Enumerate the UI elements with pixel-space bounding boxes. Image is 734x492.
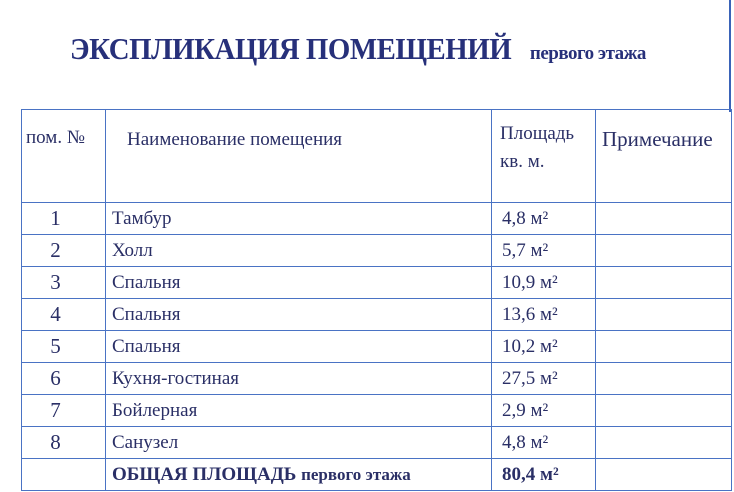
room-name: Холл — [106, 235, 492, 267]
room-area: 5,7 м² — [492, 235, 596, 267]
room-note — [596, 395, 732, 427]
room-note — [596, 427, 732, 459]
room-number: 7 — [22, 395, 106, 427]
room-note — [596, 235, 732, 267]
total-label-sub: первого этажа — [301, 465, 411, 484]
header-room-name: Наименование помещения — [106, 110, 492, 203]
title-subtitle: первого этажа — [529, 43, 646, 64]
room-area: 4,8 м² — [492, 203, 596, 235]
table-header-row — [22, 110, 732, 203]
table-row — [22, 363, 732, 395]
room-area: 10,9 м² — [492, 267, 596, 299]
room-number: 6 — [22, 363, 106, 395]
room-note — [596, 331, 732, 363]
room-number: 1 — [22, 203, 106, 235]
total-label-main: ОБЩАЯ ПЛОЩАДЬ — [112, 464, 297, 485]
room-area: 2,9 м² — [492, 395, 596, 427]
total-label — [106, 459, 492, 491]
rooms-table — [21, 109, 732, 491]
room-area: 4,8 м² — [492, 427, 596, 459]
table-row — [22, 203, 732, 235]
header-area-line2: кв. м. — [500, 150, 545, 172]
room-number: 2 — [22, 235, 106, 267]
room-name: Спальня — [106, 267, 492, 299]
page-title — [70, 31, 646, 67]
room-name: Санузел — [106, 427, 492, 459]
room-name: Бойлерная — [106, 395, 492, 427]
table-row — [22, 427, 732, 459]
room-note — [596, 299, 732, 331]
table-row — [22, 331, 732, 363]
total-area: 80,4 м² — [492, 459, 596, 491]
table-row — [22, 267, 732, 299]
room-note — [596, 267, 732, 299]
table-row — [22, 395, 732, 427]
room-name: Тамбур — [106, 203, 492, 235]
room-note — [596, 363, 732, 395]
room-number: 8 — [22, 427, 106, 459]
room-name: Кухня-гостиная — [106, 363, 492, 395]
page-edge-rule — [729, 0, 731, 112]
header-room-number: пом. № — [22, 110, 106, 203]
room-area: 27,5 м² — [492, 363, 596, 395]
table-row — [22, 235, 732, 267]
room-number: 3 — [22, 267, 106, 299]
title-main: ЭКСПЛИКАЦИЯ ПОМЕЩЕНИЙ — [70, 31, 512, 66]
header-area — [492, 110, 596, 203]
header-note: Примечание — [596, 110, 732, 203]
room-number: 5 — [22, 331, 106, 363]
total-note-cell — [596, 459, 732, 491]
room-name: Спальня — [106, 331, 492, 363]
table-row — [22, 299, 732, 331]
header-area-line1: Площадь — [500, 123, 575, 144]
room-number: 4 — [22, 299, 106, 331]
room-name: Спальня — [106, 299, 492, 331]
total-row — [22, 459, 732, 491]
room-note — [596, 203, 732, 235]
room-area: 10,2 м² — [492, 331, 596, 363]
room-area: 13,6 м² — [492, 299, 596, 331]
total-number-cell — [22, 459, 106, 491]
